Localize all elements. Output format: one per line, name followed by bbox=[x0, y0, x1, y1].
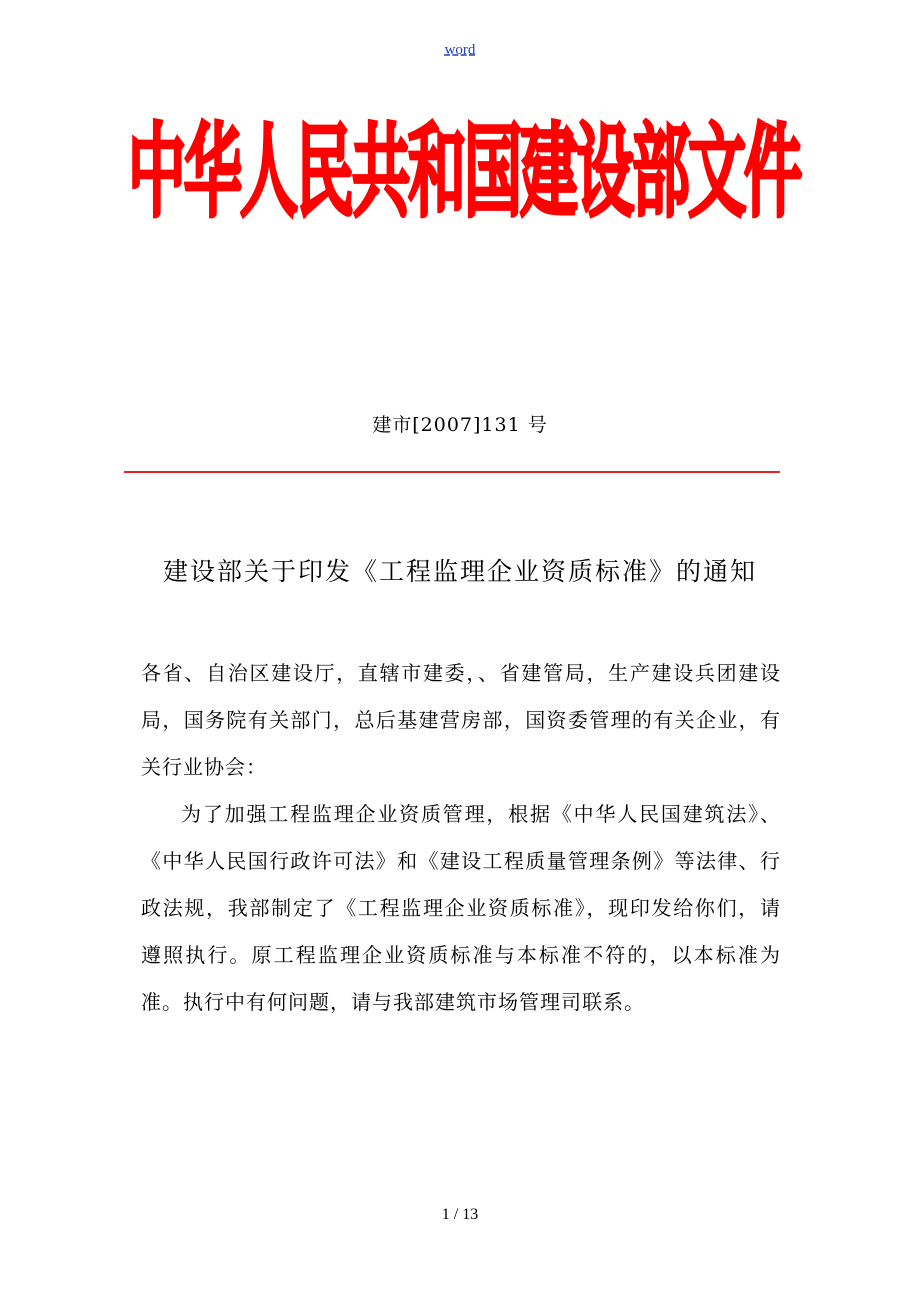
masthead-char: 设 bbox=[576, 112, 633, 232]
document-body bbox=[141, 650, 781, 1026]
masthead-char: 人 bbox=[240, 112, 297, 232]
masthead-char: 国 bbox=[464, 112, 521, 232]
header-word-link[interactable]: word bbox=[444, 42, 476, 58]
masthead-char: 中 bbox=[128, 112, 185, 232]
addressees-paragraph: 各省、自治区建设厅，直辖市建委，、省建管局，生产建设兵团建设局，国务院有关部门，总后基建营房部，国资委管理的有关企业，有关行业协会： bbox=[141, 661, 781, 779]
body-paragraph: 为了加强工程监理企业资质管理，根据《中华人民国建筑法》、《中华人民国行政许可法》和《建设工程质量管理条例》等法律、行政法规，我部制定了《工程监理企业资质标准》，现印发给你们，请遵照执行。原工程监理企业资质标准与本标准不符的，以本标准为准。执行中有何问题，请与我部建筑市场管理司联系。 bbox=[141, 802, 781, 1014]
masthead-char: 件 bbox=[744, 112, 801, 232]
masthead-char: 华 bbox=[184, 112, 241, 232]
masthead-char: 共 bbox=[352, 112, 409, 232]
masthead-char: 文 bbox=[688, 112, 745, 232]
masthead-char: 部 bbox=[632, 112, 689, 232]
masthead-char: 建 bbox=[520, 112, 577, 232]
masthead-char: 民 bbox=[296, 112, 353, 232]
document-title: 建设部关于印发《工程监理企业资质标准》的通知 bbox=[162, 557, 757, 586]
red-divider bbox=[124, 471, 780, 473]
masthead-title bbox=[128, 102, 801, 242]
page-indicator: 1 / 13 bbox=[441, 1206, 479, 1223]
masthead-char: 和 bbox=[408, 112, 465, 232]
document-number: 建市[2007]131 号 bbox=[372, 414, 548, 436]
